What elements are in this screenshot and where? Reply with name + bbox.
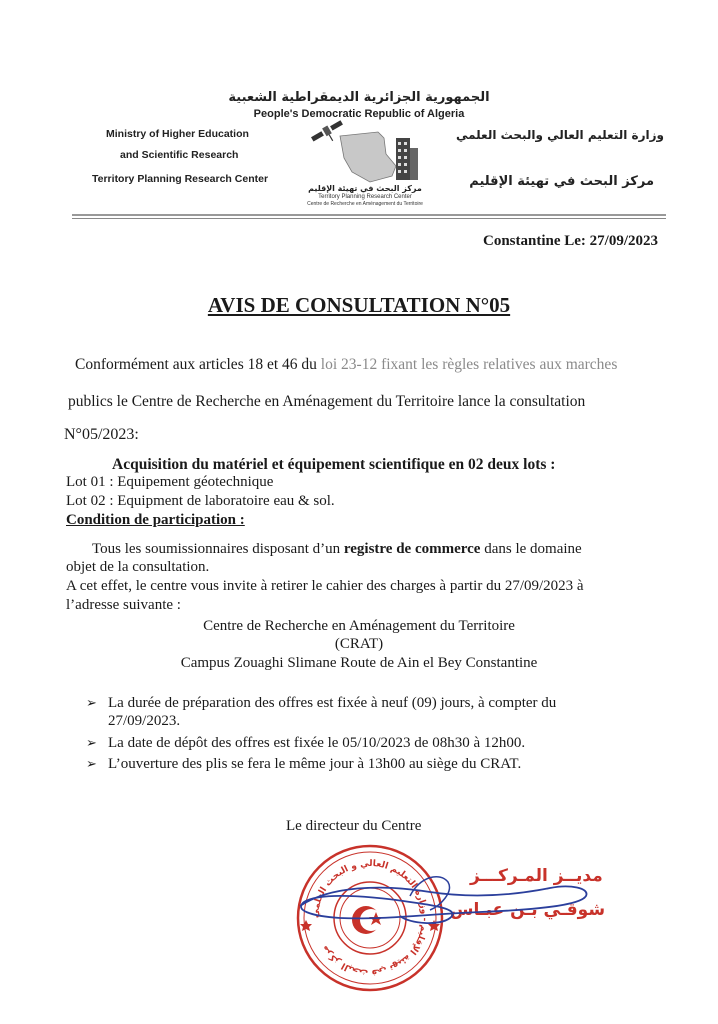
bullet-text-2: La date de dépôt des offres est fixée le 05/10/2023 de 08h30 à 12h00.	[108, 735, 526, 751]
logo-ar-text: مركز البحث في تهيئة الإقليم	[308, 184, 422, 193]
acquisition-heading: Acquisition du matériel et équipement scientifique en 02 deux lots :	[112, 456, 556, 473]
address-line2: (CRAT)	[334, 636, 384, 652]
bullet-text-3: L’ouverture des plis se fera le même jour à 13h00 au siège du CRAT.	[108, 756, 522, 772]
address-line3: Campus Zouaghi Slimane Route de Ain el Bey Constantine	[180, 655, 538, 671]
arrow-bullet-icon: ➢	[86, 756, 97, 771]
bullet-text-1: La durée de préparation des offres est fixée à neuf (09) jours, à compter du	[108, 695, 557, 711]
condition-p1-b: dans le domaine	[480, 541, 582, 557]
center-en: Territory Planning Research Center	[92, 173, 269, 185]
arrow-bullet-icon: ➢	[86, 695, 97, 710]
lot-02: Lot 02 : Equipment de laboratoire eau & sol.	[66, 493, 335, 509]
condition-p1-line2: objet de la consultation.	[66, 559, 210, 575]
building-icon	[396, 138, 418, 180]
logo-fr-text: Centre de Recherche en Aménagement du Territoire	[307, 201, 423, 207]
header-rule-bottom	[72, 218, 666, 219]
arabic-republic-title: الجمهورية الجزائرية الديمقراطية الشعبية	[228, 90, 490, 105]
arrow-bullet-icon: ➢	[86, 735, 97, 750]
document-title: AVIS DE CONSULTATION N°05	[207, 293, 511, 317]
condition-p1-a: Tous les soumissionnaires disposant d’un	[92, 541, 344, 557]
logo-graphic	[300, 118, 430, 188]
stamp-director-line1: مديــز المـركـــز	[470, 866, 603, 886]
ministry-ar: وزارة التعليم العالي والبحث العلمي	[455, 128, 664, 142]
condition-p1-line1	[92, 541, 582, 558]
intro-line1-b: loi 23-12 fixant les règles relatives aux marches	[320, 356, 618, 373]
map-silhouette	[340, 132, 396, 182]
condition-p2-line2: l’adresse suivante :	[66, 597, 181, 613]
english-republic-title: People's Democratic Republic of Algeria	[253, 108, 465, 120]
lot-01: Lot 01 : Equipement géotechnique	[66, 474, 274, 490]
stamp-ring-text: مركز البحث في تهيئة الإقليم - وزارة التعليم العالي و البحث العلمي	[310, 858, 430, 978]
header-rule-top	[72, 214, 666, 216]
condition-p2-line1: A cet effet, le centre vous invite à retirer le cahier des charges à partir du 27/09/2023 à	[66, 578, 584, 594]
intro-line1	[75, 356, 617, 374]
signature-title: Le directeur du Centre	[286, 818, 422, 834]
date-line: Constantine Le: 27/09/2023	[482, 233, 658, 249]
condition-p1-bold: registre de commerce	[343, 541, 481, 557]
handwritten-signature	[290, 866, 610, 946]
stamp-director-line2: شوقـي بـن عبـاس	[450, 900, 606, 920]
center-ar: مركز البحث في تهيئة الإقليم	[469, 174, 654, 189]
ministry-en-line2: and Scientific Research	[120, 149, 239, 161]
crat-logo	[300, 118, 430, 210]
condition-heading: Condition de participation :	[66, 512, 245, 528]
intro-line3: N°05/2023:	[64, 426, 139, 443]
ministry-en-line1: Ministry of Higher Education	[106, 128, 249, 140]
intro-line1-a: Conformément aux articles 18 et 46 du	[75, 356, 321, 373]
intro-line2: publics le Centre de Recherche en Aménagement du Territoire lance la consultation	[68, 393, 586, 410]
address-line1: Centre de Recherche en Aménagement du Territoire	[203, 618, 515, 634]
bullet-text-1-cont: 27/09/2023.	[108, 713, 181, 729]
logo-en-text: Territory Planning Research Center	[318, 194, 412, 200]
